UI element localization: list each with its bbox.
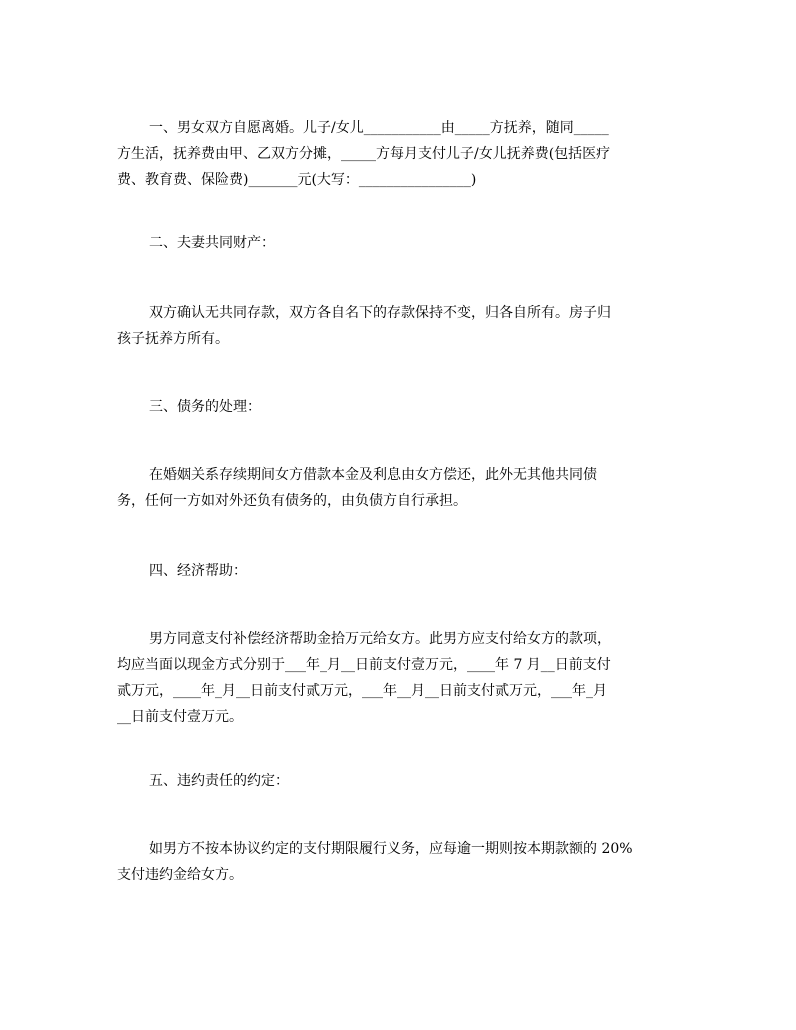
paragraph-economic-assistance xyxy=(117,626,677,730)
paragraph-breach-liability xyxy=(117,836,677,888)
paragraph-line: 费、教育费、保险费)_______元(大写：________________) xyxy=(117,172,477,188)
paragraph-line: 如男方不按本协议约定的支付期限履行义务，应每逾一期则按本期款额的 20% xyxy=(149,841,633,857)
heading-debt-handling: 三、债务的处理： xyxy=(149,399,261,415)
paragraph-line: 孩子抚养方所有。 xyxy=(117,331,229,347)
paragraph-line: 务，任何一方如对外还负有债务的，由负债方自行承担。 xyxy=(117,493,467,509)
paragraph-debt-handling xyxy=(117,462,677,514)
paragraph-line: 均应当面以现金方式分别于___年_月__日前支付壹万元，____年 7 月__日前支付 xyxy=(117,657,611,673)
paragraph-line: 支付违约金给女方。 xyxy=(117,867,243,883)
heading-breach-liability: 五、违约责任的约定： xyxy=(149,773,289,789)
paragraph-child-custody xyxy=(117,115,677,193)
paragraph-line: __日前支付壹万元。 xyxy=(117,709,243,725)
paragraph-line: 男方同意支付补偿经济帮助金拾万元给女方。此男方应支付给女方的款项， xyxy=(149,631,611,647)
paragraph-line: 方生活，抚养费由甲、乙双方分摊，_____方每月支付儿子/女儿抚养费(包括医疗 xyxy=(117,146,611,162)
paragraph-line: 贰万元，____年_月__日前支付贰万元，___年__月__日前支付贰万元，___年_月 xyxy=(117,683,607,699)
paragraph-line: 一、男女双方自愿离婚。儿子/女儿___________由_____方抚养，随同_____ xyxy=(149,120,609,136)
heading-economic-assistance: 四、经济帮助： xyxy=(149,563,247,579)
paragraph-line: 在婚姻关系存续期间女方借款本金及利息由女方偿还，此外无其他共同债 xyxy=(149,467,597,483)
paragraph-line: 双方确认无共同存款，双方各自名下的存款保持不变，归各自所有。房子归 xyxy=(149,305,611,321)
paragraph-joint-property xyxy=(117,300,677,352)
heading-joint-property: 二、夫妻共同财产： xyxy=(149,235,275,251)
